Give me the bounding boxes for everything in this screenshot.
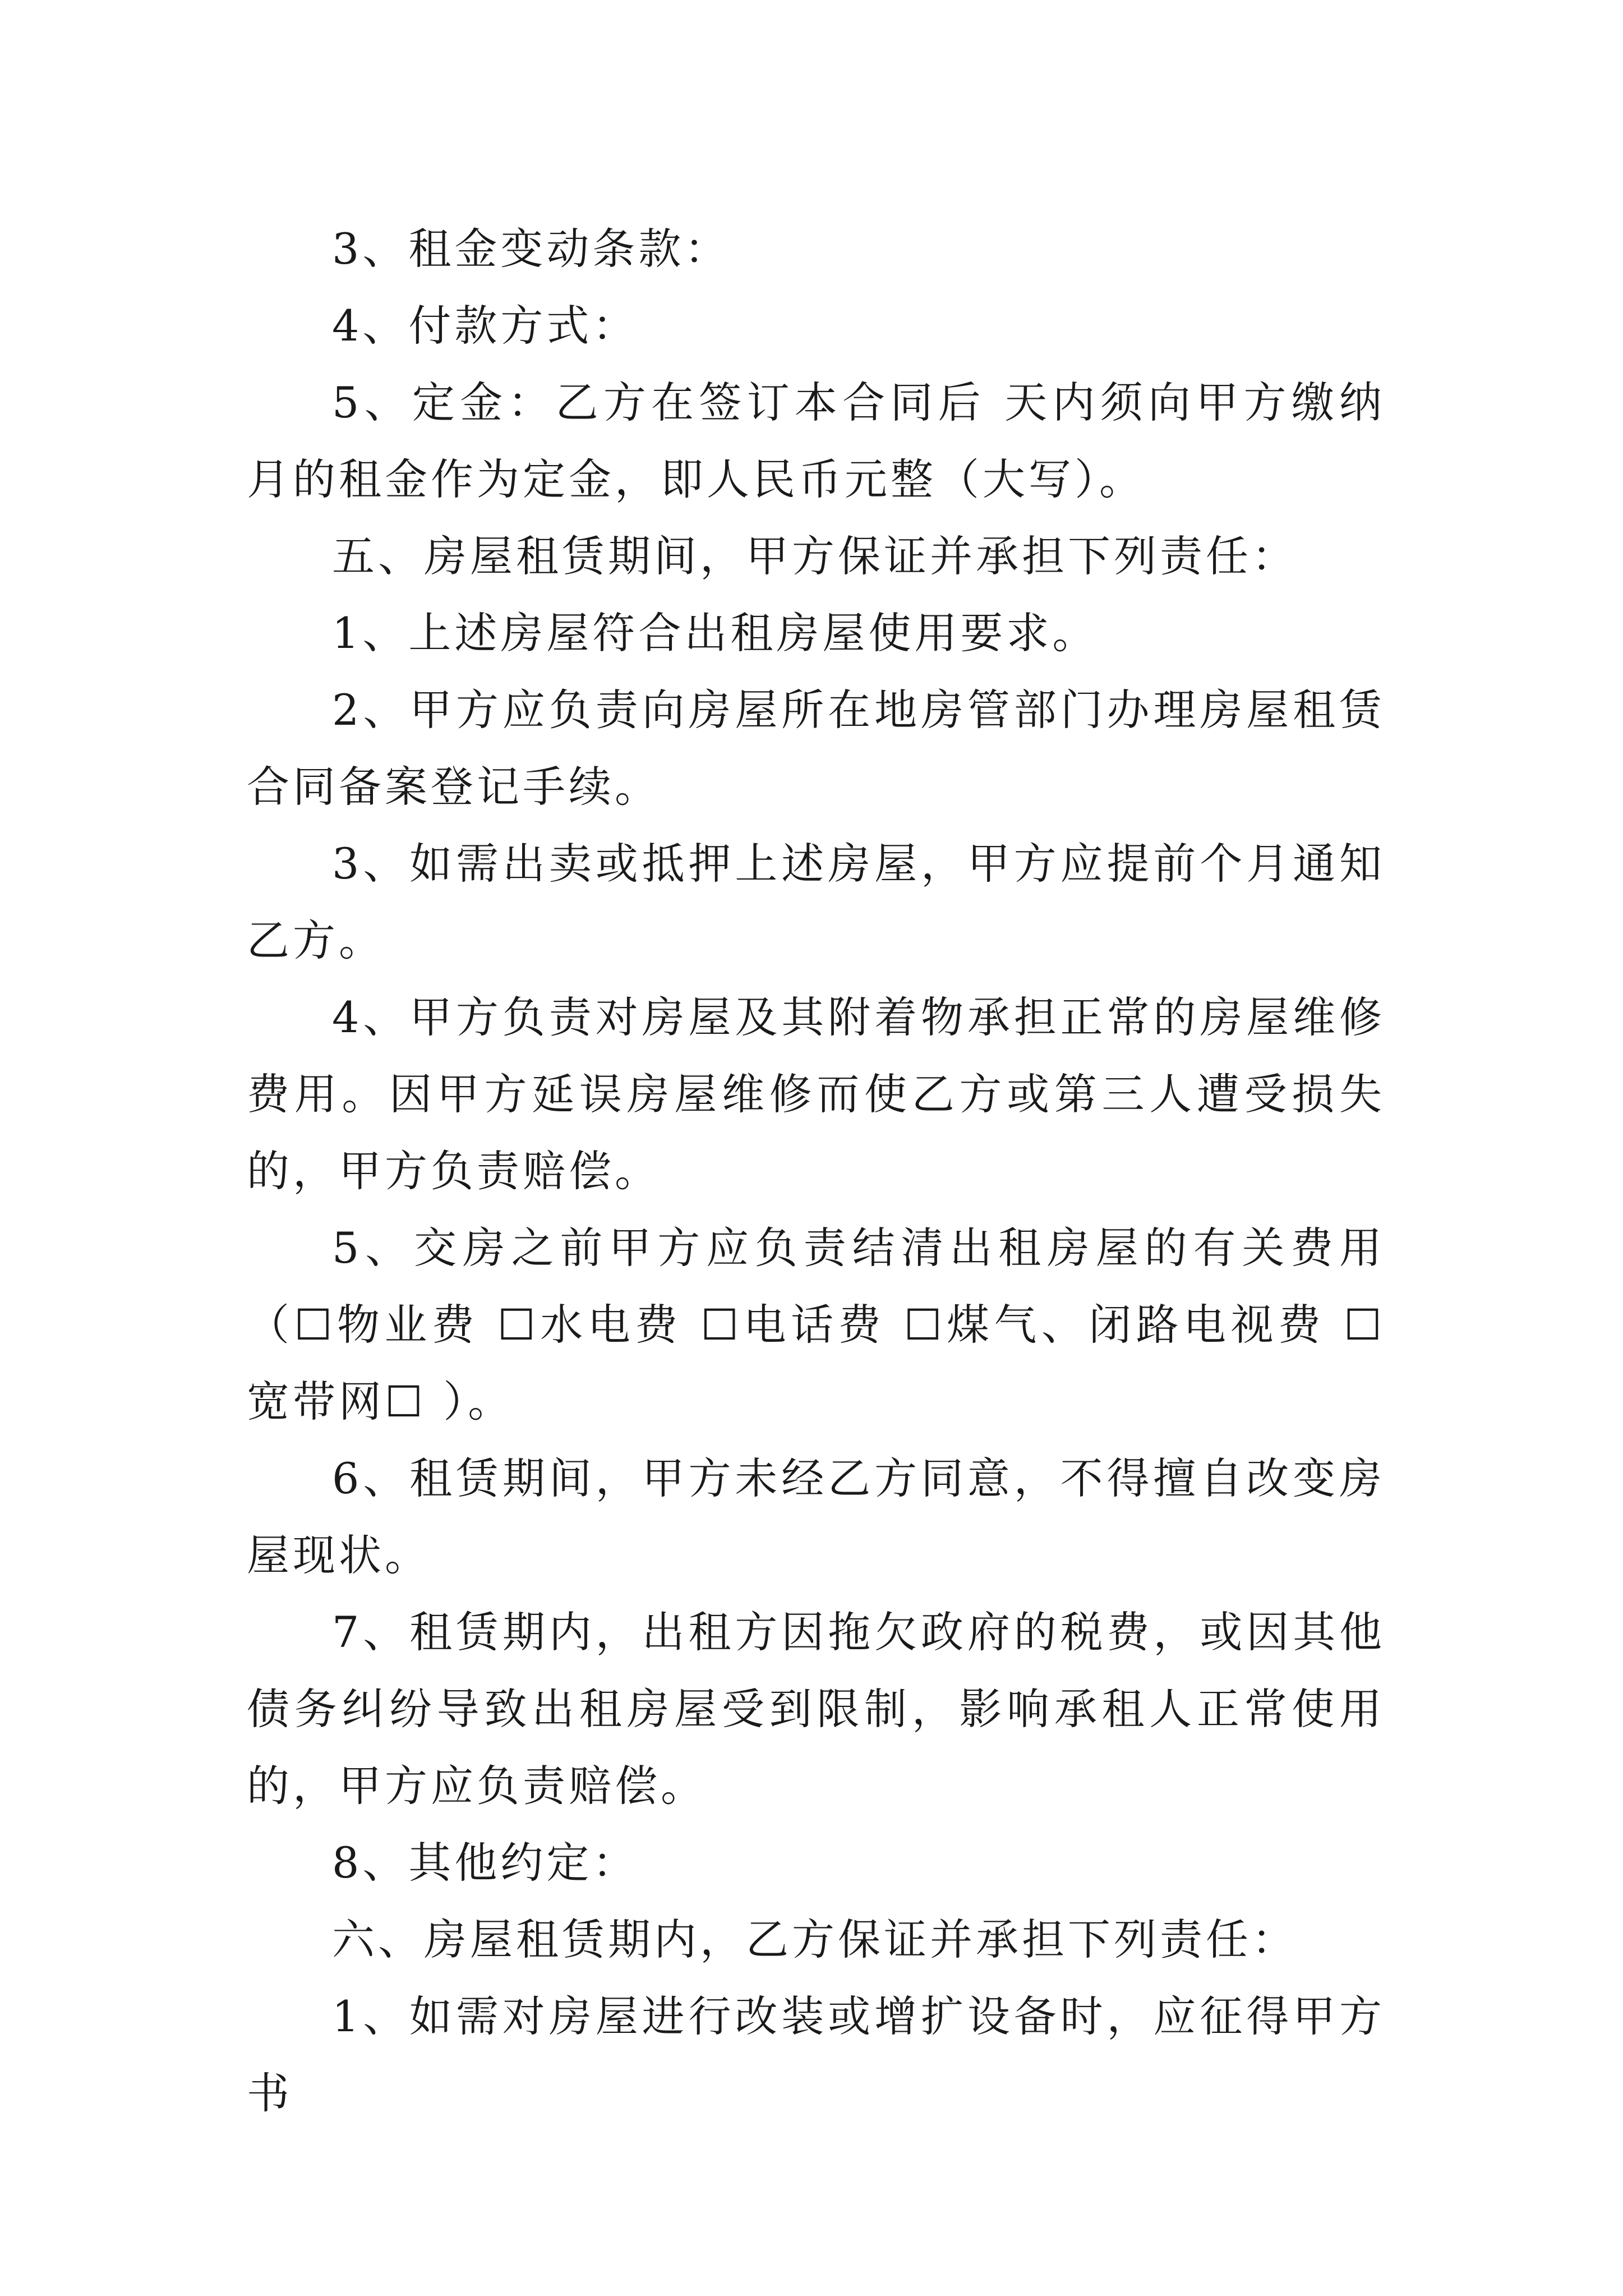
paragraph-party-a-item-2: 2、甲方应负责向房屋所在地房管部门办理房屋租赁合同备案登记手续。 [247, 685, 1385, 812]
paragraph-party-a-item-4: 4、甲方负责对房屋及其附着物承担正常的房屋维修费用。因甲方延误房屋维修而使乙方或第三人遭受损失的，甲方负责赔偿。 [247, 992, 1385, 1196]
paragraph-party-a-item-3: 3、如需出卖或抵押上述房屋，甲方应提前个月通知乙方。 [247, 839, 1385, 965]
heading-section-six: 六、房屋租赁期内，乙方保证并承担下列责任： [332, 1915, 1298, 1964]
document-body [247, 210, 1385, 2132]
paragraph-deposit: 5、定金：乙方在签订本合同后 天内须向甲方缴纳 月的租金作为定金，即人民币元整（大写）。 [247, 378, 1385, 504]
paragraph-party-a-item-1: 1、上述房屋符合出租房屋使用要求。 [332, 608, 1099, 658]
paragraph-rent-change-clause: 3、租金变动条款： [332, 224, 731, 274]
paragraph-party-b-item-1: 1、如需对房屋进行改装或增扩设备时，应征得甲方书 [247, 1991, 1385, 2118]
paragraph-party-a-item-6: 6、租赁期间，甲方未经乙方同意，不得擅自改变房屋现状。 [247, 1453, 1385, 1580]
paragraph-party-a-item-7: 7、租赁期内，出租方因拖欠政府的税费，或因其他债务纠纷导致出租房屋受到限制，影响承租人正常使用的，甲方应负责赔偿。 [247, 1607, 1385, 1811]
paragraph-party-a-item-5: 5、交房之前甲方应负责结清出租房屋的有关费用（☐物业费 ☐水电费 ☐电话费 ☐煤气、闭路电视费 ☐宽带网☐ ）。 [247, 1223, 1385, 1427]
heading-section-five: 五、房屋租赁期间，甲方保证并承担下列责任： [332, 531, 1298, 581]
paragraph-party-a-item-8: 8、其他约定： [332, 1838, 639, 1888]
paragraph-payment-method: 4、付款方式： [332, 301, 639, 351]
